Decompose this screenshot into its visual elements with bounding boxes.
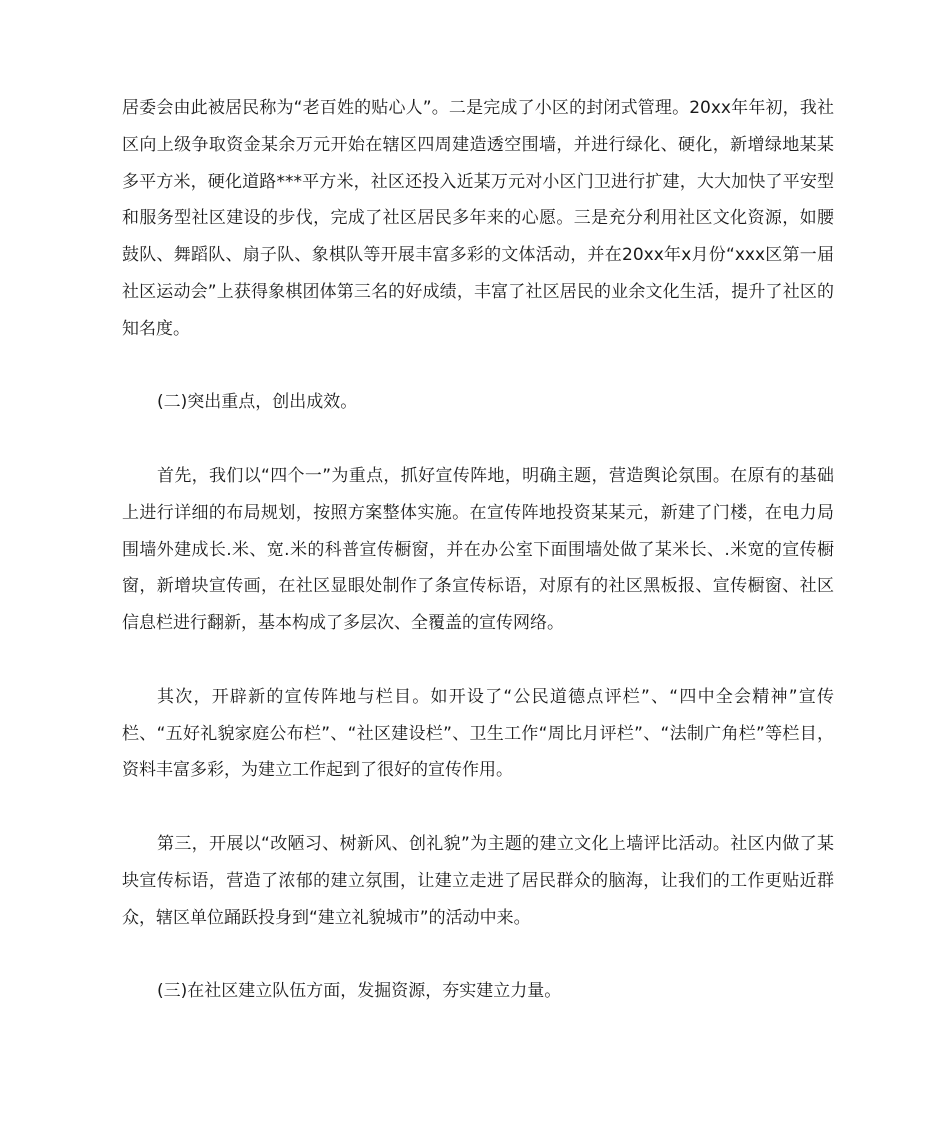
paragraph-3: 首先，我们以“四个一”为重点，抓好宣传阵地，明确主题，营造舆论氛围。在原有的基础上进行详细的布局规划，按照方案整体实施。在宣传阵地投资某某元，新建了门楼，在电力局围墙外建成长.米、宽.米的科普宣传橱窗，并在办公室下面围墙处做了某米长、.米宽的宣传橱窗，新增块宣传画，在社区显眼处制作了条宣传标语，对原有的社区黑板报、宣传橱窗、社区信息栏进行翻新，基本构成了多层次、全覆盖的宣传网络。 [122,465,834,634]
document-body [122,90,834,1010]
paragraph-1: 居委会由此被居民称为“老百姓的贴心人”。二是完成了小区的封闭式管理。20xx年年初，我社区向上级争取资金某余万元开始在辖区四周建造透空围墙，并进行绿化、硬化，新增绿地某某多平方米，硬化道路***平方米，社区还投入近某万元对小区门卫进行扩建，大大加快了平安型和服务型社区建设的步伐，完成了社区居民多年来的心愿。三是充分利用社区文化资源，如腰鼓队、舞蹈队、扇子队、象棋队等开展丰富多彩的文体活动，并在20xx年x月份“xxx区第一届社区运动会”上获得象棋团体第三名的好成绩，丰富了社区居民的业余文化生活，提升了社区的知名度。 [122,98,834,339]
paragraph-4: 其次，开辟新的宣传阵地与栏目。如开设了“公民道德点评栏”、“四中全会精神”宣传栏、“五好礼貌家庭公布栏”、“社区建设栏”、卫生工作“周比月评栏”、“法制广角栏”等栏目，资料丰富多彩，为建立工作起到了很好的宣传作用。 [122,686,834,781]
paragraph-5: 第三，开展以“改陋习、树新风、创礼貌”为主题的建立文化上墙评比活动。社区内做了某块宣传标语，营造了浓郁的建立氛围，让建立走进了居民群众的脑海，让我们的工作更贴近群众，辖区单位踊跃投身到“建立礼貌城市”的活动中来。 [122,833,834,928]
section-heading-2: (二)突出重点，创出成效。 [157,392,358,413]
section-heading-3: (三)在社区建立队伍方面，发掘资源，夯实建立力量。 [157,981,562,1002]
